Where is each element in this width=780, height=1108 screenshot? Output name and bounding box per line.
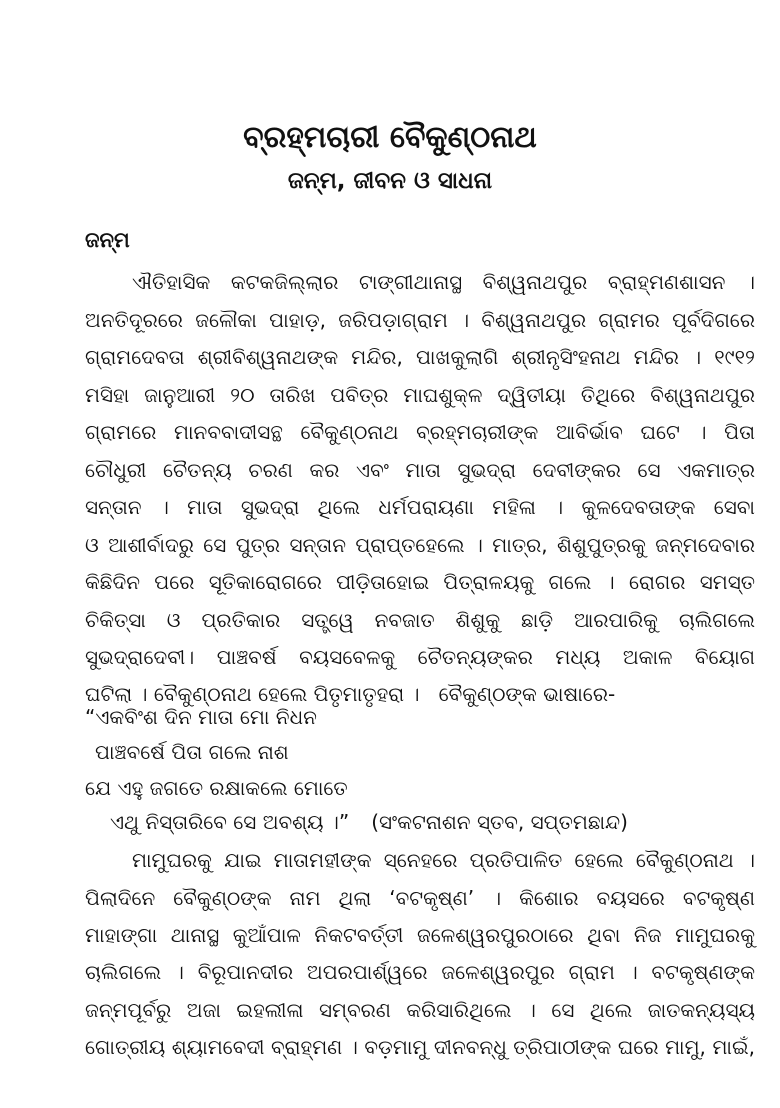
- text-line: ଗ୍ରାମଦେବତା ଶ୍ରୀବିଶ୍ୱନାଥଙ୍କ ମନ୍ଦିର, ପାଖକୁଲାଗି ଶ୍ରୀନୃସିଂହନାଥ ମନ୍ଦିର । ୧୯୧୨: [85, 345, 755, 369]
- page-title: ବ୍ରହ୍ମଚାରୀ ବୈକୁଣ୍ଠନାଥ: [243, 120, 537, 155]
- text-line: କିଛିଦିନ ପରେ ସୂତିକାରୋଗରେ ପୀଡ଼ିତାହୋଇ ପିତ୍ରାଳୟକୁ ଗଲେ । ରୋଗର ସମସ୍ତ: [85, 570, 755, 594]
- verse-citation: (ସଂକଟନାଶନ ସ୍ତବ, ସପ୍ତମଛାନ୍ଦ): [371, 810, 628, 834]
- text-line: ଘଟିଲା । ବୈକୁଣ୍ଠନାଥ ହେଲେ ପିତୃମାତୃହରା । ବୈକୁଣ୍ଠଙ୍କ ଭାଷାରେ-: [85, 682, 616, 706]
- verse-line: ଯେ ଏହୁ ଜଗତେ ରକ୍ଷାକଲେ ମୋତେ: [85, 776, 348, 800]
- text-line: ଜନ୍ମପୂର୍ବରୁ ଅଜା ଇହଲୀଳା ସମ୍ବରଣ କରିସାରିଥିଲେ । ସେ ଥିଲେ ଜାତକନ୍ୟସ୍ୟ: [85, 998, 755, 1022]
- text-line: ସନ୍ତାନ । ମାତା ସୁଭଦ୍ରା ଥିଲେ ଧର୍ମପରାୟଣା ମହିଳା । କୁଳଦେବତାଙ୍କ ସେବା: [85, 495, 755, 519]
- section-heading: ଜନ୍ମ: [85, 228, 130, 252]
- page-subtitle: ଜନ୍ମ, ଜୀବନ ଓ ସାଧନା: [287, 168, 493, 194]
- text-line: ଓ ଆଶୀର୍ବାଦରୁ ସେ ପୁତ୍ର ସନ୍ତାନ ପ୍ରାପ୍ତହେଲେ । ମାତ୍ର, ଶିଶୁପୁତ୍ରକୁ ଜନ୍ମଦେବାର: [85, 533, 755, 557]
- text-line: ପିଲାଦିନେ ବୈକୁଣ୍ଠଙ୍କ ନାମ ଥିଲା ‘ବଟକୃଷ୍ଣ’ । କିଶୋର ବୟସରେ ବଟକୃଷ୍ଣ: [85, 886, 755, 910]
- text-line: ଚିକିତ୍ସା ଓ ପ୍ରତିକାର ସତ୍ତ୍ୱେ ନବଜାତ ଶିଶୁକୁ ଛାଡ଼ି ଆରପାରିକୁ ଚାଲିଗଲେ: [85, 608, 755, 632]
- text-line: ମସିହା ଜାନୁଆରୀ ୨୦ ତାରିଖ ପବିତ୍ର ମାଘଶୁକ୍ଳ ଦ୍ୱିତୀୟା ତିଥିରେ ବିଶ୍ୱନାଥପୁର: [85, 383, 755, 407]
- verse-line-last: [110, 808, 628, 836]
- text-line: ମାମୁଘରକୁ ଯାଇ ମାତାମହୀଙ୍କ ସ୍ନେହରେ ପ୍ରତିପାଳିତ ହେଲେ ବୈକୁଣ୍ଠନାଥ ।: [132, 848, 755, 872]
- text-line: ଗୋତ୍ରୀୟ ଶ୍ୟାମବେଦୀ ବ୍ରାହ୍ମଣ । ବଡ଼ମାମୁ ଦୀନବନ୍ଧୁ ତ୍ରିପାଠୀଙ୍କ ଘରେ ମାମୁ, ମାଇଁ,: [85, 1035, 755, 1059]
- text-line: ଐତିହାସିକ କଟକଜିଲ୍ଲାର ଟାଙ୍ଗୀଥାନାସ୍ଥ ବିଶ୍ୱନାଥପୁର ବ୍ରାହ୍ମଣଶାସନ ।: [132, 270, 755, 294]
- text-line: ଅନତିଦୂରରେ ଜଳୌକା ପାହାଡ଼, ଜରିପଡ଼ାଗ୍ରାମ । ବିଶ୍ୱନାଥପୁର ଗ୍ରାମର ପୂର୍ବଦିଗରେ: [85, 308, 755, 332]
- text-line: ଗ୍ରାମରେ ମାନବବାଦୀସନ୍ଥ ବୈକୁଣ୍ଠନାଥ ବ୍ରହ୍ମଚାରୀଙ୍କ ଆବିର୍ଭାବ ଘଟେ । ପିତା: [85, 420, 755, 444]
- verse-line: “ଏକବିଂଶ ଦିନ ମାତା ମୋ ନିଧନ: [85, 705, 317, 729]
- verse-text: ଏଥୁ ନିସ୍ତାରିବେ ସେ ଅବଶ୍ୟ ।”: [110, 810, 350, 834]
- text-line: ଚାଲିଗଲେ । ବିରୂପାନଦୀର ଅପରପାର୍ଶ୍ୱରେ ଜଳେଶ୍ୱରପୁର ଗ୍ରାମ । ବଟକୃଷ୍ଣଙ୍କ: [85, 960, 755, 984]
- verse-line: ପାଞ୍ଚବର୍ଷେ ପିତା ଗଲେ ନାଶ: [95, 740, 289, 764]
- text-line: ଚୌଧୁରୀ ଚୈତନ୍ୟ ଚରଣ କର ଏବଂ ମାତା ସୁଭଦ୍ରା ଦେବୀଙ୍କର ସେ ଏକମାତ୍ର: [85, 458, 755, 482]
- text-line: ମାହାଙ୍ଗା ଥାନାସ୍ଥ କୁଆଁପାଳ ନିକଟବର୍ତ୍ତୀ ଜଳେଶ୍ୱରପୁରଠାରେ ଥିବା ନିଜ ମାମୁଘରକୁ: [85, 923, 755, 947]
- text-line: ସୁଭଦ୍ରାଦେବୀ। ପାଞ୍ଚବର୍ଷ ବୟସବେଳକୁ ଚୈତନ୍ୟଙ୍କର ମଧ୍ୟ ଅକାଳ ବିୟୋଗ: [85, 645, 755, 669]
